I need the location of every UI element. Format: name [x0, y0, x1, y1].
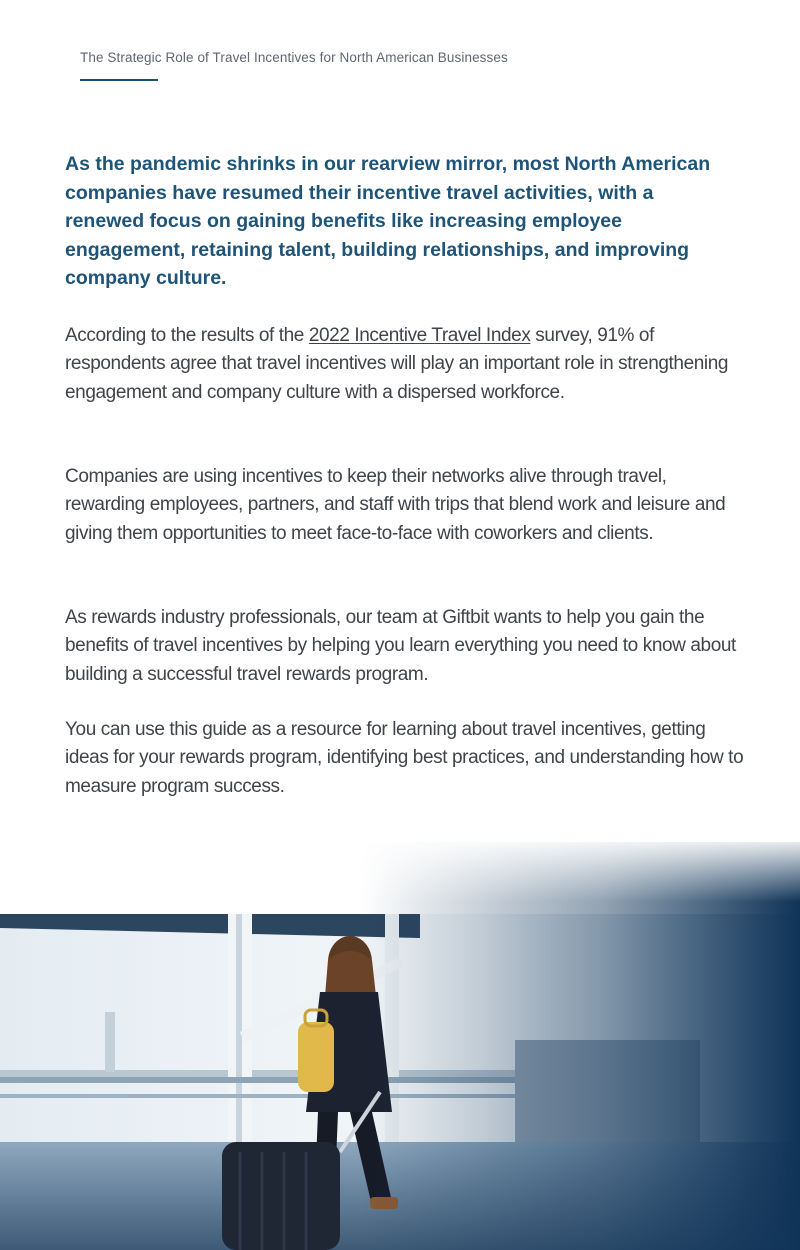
header-accent-rule [80, 79, 158, 81]
lead-paragraph: As the pandemic shrinks in our rearview mirror, most North American companies have resumed their incentive travel activities, with a renewed focus on gaining benefits like increasing employee engagement, retaining talent, building relationships, and improving company culture. [65, 153, 711, 289]
running-header: The Strategic Role of Travel Incentives for North American Businesses [80, 50, 508, 65]
airport-traveler-photo [0, 842, 800, 1250]
photo-illustration [0, 842, 800, 1250]
p1-text-end: survey, 91% of respondents agree that travel incentives will play an important role in strengthening engagement and company culture with a dispersed workforce. [65, 325, 729, 403]
body-paragraph-4: You can use this guide as a resource for learning about travel incentives, getting ideas for your rewards program, identifying best practices, and understanding how to measure program success. [65, 719, 744, 797]
incentive-travel-index-link[interactable]: 2022 Incentive Travel Index [308, 325, 531, 346]
body-paragraph-3: As rewards industry professionals, our team at Giftbit wants to help you gain the benefits of travel incentives by helping you learn everything you need to know about building a successful travel rewards program. [65, 607, 736, 685]
body-paragraph-2: Companies are using incentives to keep their networks alive through travel, rewarding employees, partners, and staff with trips that blend work and leisure and giving them opportunities to meet face-to-face with coworkers and clients. [65, 466, 726, 544]
body-paragraph-1 [65, 322, 745, 407]
p1-text-start: According to the results of the [65, 325, 309, 346]
